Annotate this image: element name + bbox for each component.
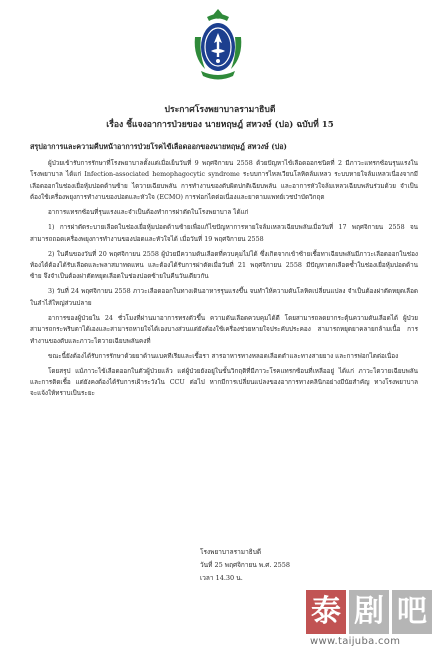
watermark-char: 泰 bbox=[306, 590, 346, 634]
summary-heading: สรุปอาการและความคืบหน้าอาการป่วยโรคไข้เลือดออกของนายหฤษฎ์ สหวงษ์ (ปอ) bbox=[30, 142, 287, 151]
announcement-subtitle: เรื่อง ชี้แจงอาการป่วยของ นายหฤษฎ์ สหวงษ์ (ปอ) ฉบับที่ 15 bbox=[106, 120, 334, 130]
paragraph: อาการของผู้ป่วยใน 24 ชั่วโมงที่ผ่านมาอาการทรงตัวขึ้น ความดันเลือดควบคุมได้ดี โดยสามารถลดยากระตุ้นความดันเลือดได้ ผู้ป่วยสามารถกระพริบตาได้เองและสามารถหายใจได้เองบางส่วนแต่ยังต้องใช้เครื่องช่วยหายใจประคับประคอง สามารถหยุดยาคลายกล้ามเนื้อ การทำงานของตับและภาวะไตวายเฉียบพลันคงที่ bbox=[30, 314, 418, 345]
signature-org: โรงพยาบาลรามาธิบดี bbox=[200, 548, 262, 556]
watermark-char: 剧 bbox=[349, 590, 389, 634]
signature-date: วันที่ 25 พฤศจิกายน พ.ศ. 2558 bbox=[200, 561, 290, 569]
paragraph: ขณะนี้ยังต้องได้รับการรักษาด้วยยาด้านแบคทีเรียและเชื้อรา สารอาหารทางหลอดเลือดดำและทางสายยาง และการฟอกไตต่อเนื่อง bbox=[48, 352, 399, 360]
list-item: 1) การผ่าตัดระบายเลือดในช่องเยื่อหุ้มปอดด้านซ้ายเพื่อแก้ไขปัญหาการหายใจล้มเหลวเฉียบพลันเมื่อวันที่ 17 พฤศจิกายน 2558 จนสามารถถอดเครื่องพยุงการทำงานของปอดและหัวใจได้ เมื่อวันที่ 19 พฤศจิกายน 2558 bbox=[30, 224, 418, 243]
paragraph: โดยสรุป แม้ภาวะไข้เลือดออกในตัวผู้ป่วยแล้ว แต่ผู้ป่วยยังอยู่ในขั้นวิกฤติที่มีภาวะโรคแทรกซ้อนที่เหลืออยู่ ได้แก่ ภาวะไตวายเฉียบพลัน และการติดเชื้อ แต่ยังคงต้องได้รับการเฝ้าระวังใน CCU ต่อไป หากมีการเปลี่ยนแปลงของอาการทางคลินิกอย่างมีนัยสำคัญ ทางโรงพยาบาลจะแจ้งให้ทราบเป็นระยะ bbox=[30, 367, 418, 398]
paragraph: ผู้ป่วยเข้ารับการรักษาที่โรงพยาบาลตั้งแต่เมื่อเย็นวันที่ 9 พฤศจิกายน 2558 ด้วยปัญหาไข้เลือดออกชนิดที่ 2 มีภาวะแทรกซ้อนรุนแรงในโรงพยาบาล ได้แก่ Infection-associated hemophagocytic syndrome ระบบการไหลเวียนโลหิตล้มเหลว ระบบหายใจล้มเหลวเนื่องจากมีเลือดออกในช่องเยื่อหุ้มปอดด้านซ้าย ไตวายเฉียบพลัน การทำงานของตับผิดปกติเฉียบพลัน และอาการหัวใจล้มเหลวเฉียบพลันร่วมด้วย จำเป็นต้องใช้เครื่องพยุงการทำงานของปอดและหัวใจ (ECMO) การฟอกไตต่อเนื่องและยาตามแพทย์เวชบำบัดวิกฤต bbox=[30, 160, 418, 202]
watermark-char: 吧 bbox=[392, 590, 432, 634]
hospital-emblem-icon bbox=[189, 7, 247, 83]
list-item: 3) วันที่ 24 พฤศจิกายน 2558 ภาวะเลือดออกในทางเดินอาหารรุนแรงขึ้น จนทำให้ความดันโลหิตเปลี่ยนแปลง จำเป็นต้องผ่าตัดหยุดเลือดในลำไส้ใหญ่ส่วนปลาย bbox=[30, 288, 418, 307]
document-body bbox=[30, 158, 418, 403]
signature-block bbox=[200, 546, 290, 585]
signature-time: เวลา 14.30 น. bbox=[200, 574, 243, 582]
announcement-title: ประกาศโรงพยาบาลรามาธิบดี bbox=[164, 105, 276, 115]
watermark-url: www.taijuba.com bbox=[310, 636, 401, 647]
site-watermark bbox=[306, 590, 436, 652]
paragraph: อาการแทรกซ้อนที่รุนแรงและจำเป็นต้องทำการผ่าตัดในโรงพยาบาล ได้แก่ bbox=[48, 209, 249, 217]
list-item: 2) ในคืนของวันที่ 20 พฤศจิกายน 2558 ผู้ป่วยมีความดันเลือดที่ควบคุมไม่ได้ ซึ่งเกิดจากเข้าซ้ายเชื้อทาเฉียบพลันมีภาวะเลือดออกในช่องท้องได้ต้องได้รับเลือดและพลาสมาทดแทน และต้องได้รับการผ่าตัดเมื่อวันที่ 21 พฤศจิกายน 2558 มีปัญหาตกเลือดซ้ำในช่องเยื่อหุ้มปอดด้านซ้าย จึงจำเป็นต้องผ่าตัดหยุดเลือดในช่องปอดซ้ายในคืนวันเดียวกัน bbox=[30, 250, 418, 281]
